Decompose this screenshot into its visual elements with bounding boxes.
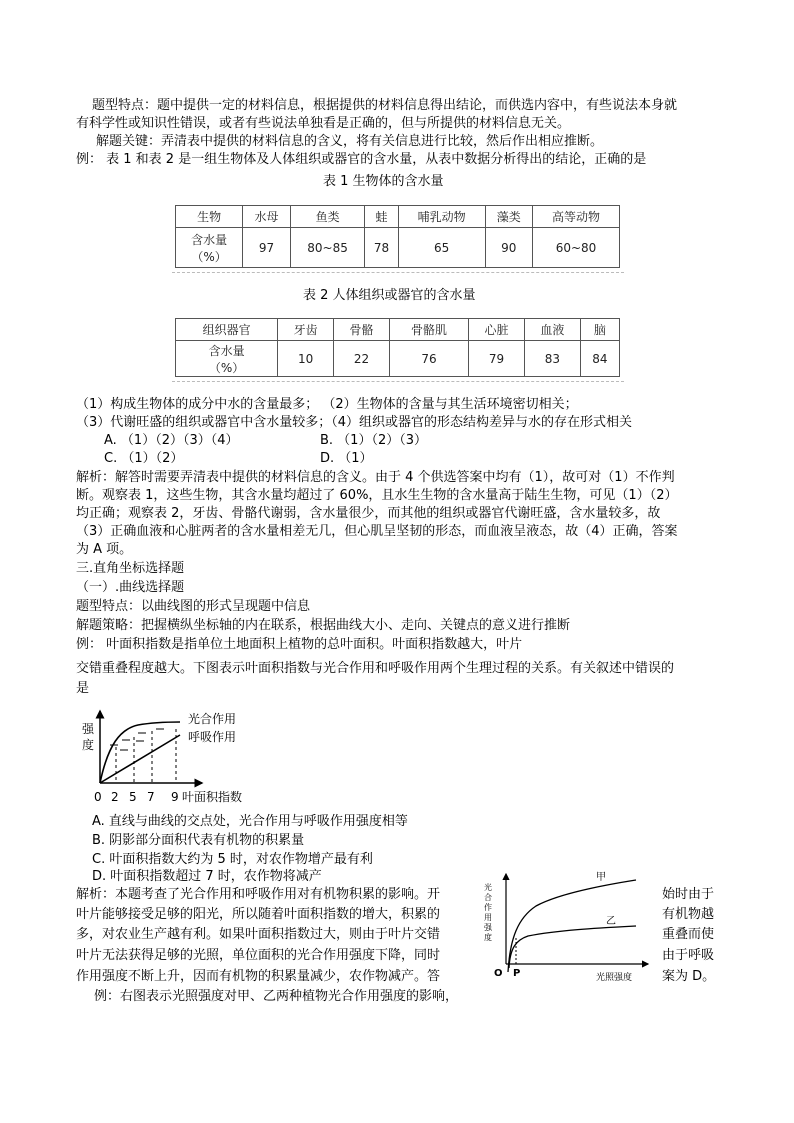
- example-line: 交错重叠程度越大。下图表示叶面积指数与光合作用和呼吸作用两个生理过程的关系。有关叙述中错误的: [76, 661, 675, 676]
- analysis-line: 为 A 项。: [76, 542, 133, 557]
- example-line: 是: [76, 681, 90, 696]
- intro-line-1: 题型特点：题中提供一定的材料信息，根据提供的材料信息得出结论，而供选内容中，有些说法本身就: [92, 98, 678, 113]
- table2-value-cell: 83: [524, 341, 580, 377]
- table1-shadow: [172, 272, 624, 277]
- table1-caption: 表 1 生物体的含水量: [323, 174, 444, 189]
- curve-label-photosynthesis: 光合作用: [188, 712, 237, 726]
- point-p-label: P: [513, 968, 521, 979]
- subsection-title: （一）.曲线选择题: [76, 580, 185, 595]
- tick-2: 2: [111, 790, 119, 804]
- table1-header-cell: 鱼类: [290, 206, 365, 228]
- y-label-char: 作: [484, 903, 492, 912]
- table1-value-cell: 60~80: [533, 228, 620, 268]
- table1-value-cell: 78: [365, 228, 398, 268]
- curve-label-respiration: 呼吸作用: [188, 730, 237, 744]
- solution-key: 解题关键：弄清表中提供的材料信息的含义，将有关信息进行比较，然后作出相应推断。: [96, 134, 604, 149]
- analysis2-line-right: 由于呼吸: [662, 948, 715, 963]
- table1-header-cell: 蛙: [365, 206, 398, 228]
- analysis2-line: 叶片能够接受足够的阳光，所以随着叶面积指数的增大，积累的: [76, 907, 441, 922]
- table2-value-cell: 76: [389, 341, 468, 377]
- table1-header-cell: 哺乳动物: [398, 206, 485, 228]
- analysis-line: 断。观察表 1，这些生物，其含水量均超过了 60%，且水生生物的含水量高于陆生生物，可见（1）（2）: [76, 488, 678, 503]
- y-label-char: 强: [484, 923, 492, 932]
- example-line: 例： 叶面积指数是指单位土地面积上植物的总叶面积。叶面积指数越大，叶片: [76, 637, 523, 652]
- table2-header-cell: 骨骼肌: [389, 319, 468, 341]
- analysis2-line: 作用强度不断上升，因而有机物的积累量减少，农作物减产。答: [76, 969, 441, 984]
- table1-value-cell: 65: [398, 228, 485, 268]
- analysis-line: （3）正确血液和心脏两者的含水量相差无几，但心肌呈坚韧的形态，而血液呈液态，故（4）正确，答案: [76, 524, 678, 539]
- label-yi: 乙: [606, 916, 616, 927]
- table1-row-label: [176, 228, 243, 268]
- section-title: 三.直角坐标选择题: [76, 561, 185, 576]
- origin-label: O: [494, 968, 503, 979]
- x-axis-label: 叶面积指数: [182, 790, 243, 804]
- table1-value-cell: 97: [243, 228, 291, 268]
- analysis2-line-right: 重叠而使: [662, 927, 715, 942]
- option-c: C. 叶面积指数大约为 5 时，对农作物增产最有利: [92, 852, 373, 867]
- y-label-char: 合: [484, 893, 492, 902]
- question-strategy: 解题策略：把握横纵坐标轴的内在联系，根据曲线大小、走向、关键点的意义进行推断: [76, 618, 571, 633]
- analysis2-line: 解析：本题考查了光合作用和呼吸作用对有机物积累的影响。开: [76, 887, 441, 902]
- table1-value-cell: 90: [485, 228, 533, 268]
- tick-9: 9: [171, 790, 179, 804]
- table2-header-cell: 牙齿: [278, 319, 334, 341]
- analysis-line: 均正确；观察表 2，牙齿、骨骼代谢弱，含水量很少，而其他的组织或器官代谢旺盛，含水量较多，故: [76, 506, 661, 521]
- curve-yi: [509, 926, 636, 968]
- table2-value-cell: 84: [580, 341, 619, 377]
- tick-7: 7: [147, 790, 155, 804]
- table2-shadow: [172, 381, 624, 386]
- table2-caption: 表 2 人体组织或器官的含水量: [303, 288, 476, 303]
- question-feature: 题型特点：以曲线图的形式呈现题中信息: [76, 599, 311, 614]
- table2-value-cell: 79: [469, 341, 525, 377]
- respiration-line: [100, 735, 180, 783]
- statement-1-2: （1）构成生物体的成分中水的含量最多； （2）生物体的含量与其生活环境密切相关；: [76, 397, 578, 412]
- analysis2-line-right: 案为 D。: [662, 969, 716, 984]
- table1-header-cell: 生物: [176, 206, 243, 228]
- y-label-char: 光: [484, 883, 492, 892]
- row-label-bottom: （%）: [191, 249, 227, 264]
- table2-header-cell: 组织器官: [176, 319, 278, 341]
- statement-3-4: （3）代谢旺盛的组织或器官中含水量较多；（4）组织或器官的形态结构差异与水的存在形式相关: [76, 415, 633, 430]
- y-label-1: 强: [82, 722, 95, 736]
- x-axis-label: 光照强度: [596, 973, 633, 983]
- tick-0: 0: [94, 790, 102, 804]
- row-label-top: 含水量: [208, 343, 245, 358]
- option-c: C. （1）（2）: [104, 451, 184, 466]
- option-b: B. （1）（2）（3）: [320, 433, 427, 448]
- option-a: A. （1）（2）（3）（4）: [104, 433, 239, 448]
- table2-value-cell: 22: [334, 341, 390, 377]
- table1: [175, 205, 620, 268]
- table2-header-cell: 心脏: [469, 319, 525, 341]
- option-a: A. 直线与曲线的交点处，光合作用与呼吸作用强度相等: [92, 814, 408, 829]
- y-label-2: 度: [82, 738, 95, 752]
- analysis2-line: 多，对农业生产越有利。如果叶面积指数过大，则由于叶片交错: [76, 927, 441, 942]
- y-label-char: 度: [484, 933, 492, 942]
- option-d: D. （1）: [320, 451, 373, 466]
- photosynthesis-curve: [100, 722, 180, 783]
- table2-header-cell: 骨骼: [334, 319, 390, 341]
- table1-header-cell: 高等动物: [533, 206, 620, 228]
- light-intensity-figure: [478, 868, 660, 986]
- table2-row-label: [176, 341, 278, 377]
- analysis2-line: 叶片无法获得足够的光照，单位面积的光合作用强度下降，同时: [76, 948, 441, 963]
- analysis-line: 解析：解答时需要弄清表中提供的材料信息的含义。由于 4 个供选答案中均有（1），故可对（1）不作判: [76, 470, 675, 485]
- leaf-area-figure: [80, 705, 260, 810]
- curve-jia: [508, 880, 636, 972]
- example-1: 例： 表 1 和表 2 是一组生物体及人体组织或器官的含水量，从表中数据分析得出的结论，正确的是: [76, 152, 647, 167]
- table2-header-cell: 血液: [524, 319, 580, 341]
- row-label-bottom: （%）: [208, 360, 245, 375]
- option-b: B. 阴影部分面积代表有机物的积累量: [92, 833, 305, 848]
- table1-value-cell: 80~85: [290, 228, 365, 268]
- table2-value-cell: 10: [278, 341, 334, 377]
- intro-line-2: 有科学性或知识性错误，或者有些说法单独看是正确的，但与所提供的材料信息无关。: [76, 116, 571, 131]
- label-jia: 甲: [596, 872, 606, 883]
- y-label-char: 用: [484, 913, 492, 922]
- analysis2-line-right: 始时由于: [662, 887, 715, 902]
- table1-header-cell: 水母: [243, 206, 291, 228]
- example-2: 例：右图表示光照强度对甲、乙两种植物光合作用强度的影响，: [94, 989, 459, 1004]
- analysis2-line-right: 有机物越: [662, 907, 715, 922]
- option-d: D. 叶面积指数超过 7 时，农作物将减产: [92, 869, 322, 884]
- table2: [175, 318, 620, 377]
- row-label-top: 含水量: [191, 232, 228, 247]
- table1-header-cell: 藻类: [485, 206, 533, 228]
- tick-5: 5: [129, 790, 137, 804]
- table2-header-cell: 脑: [580, 319, 619, 341]
